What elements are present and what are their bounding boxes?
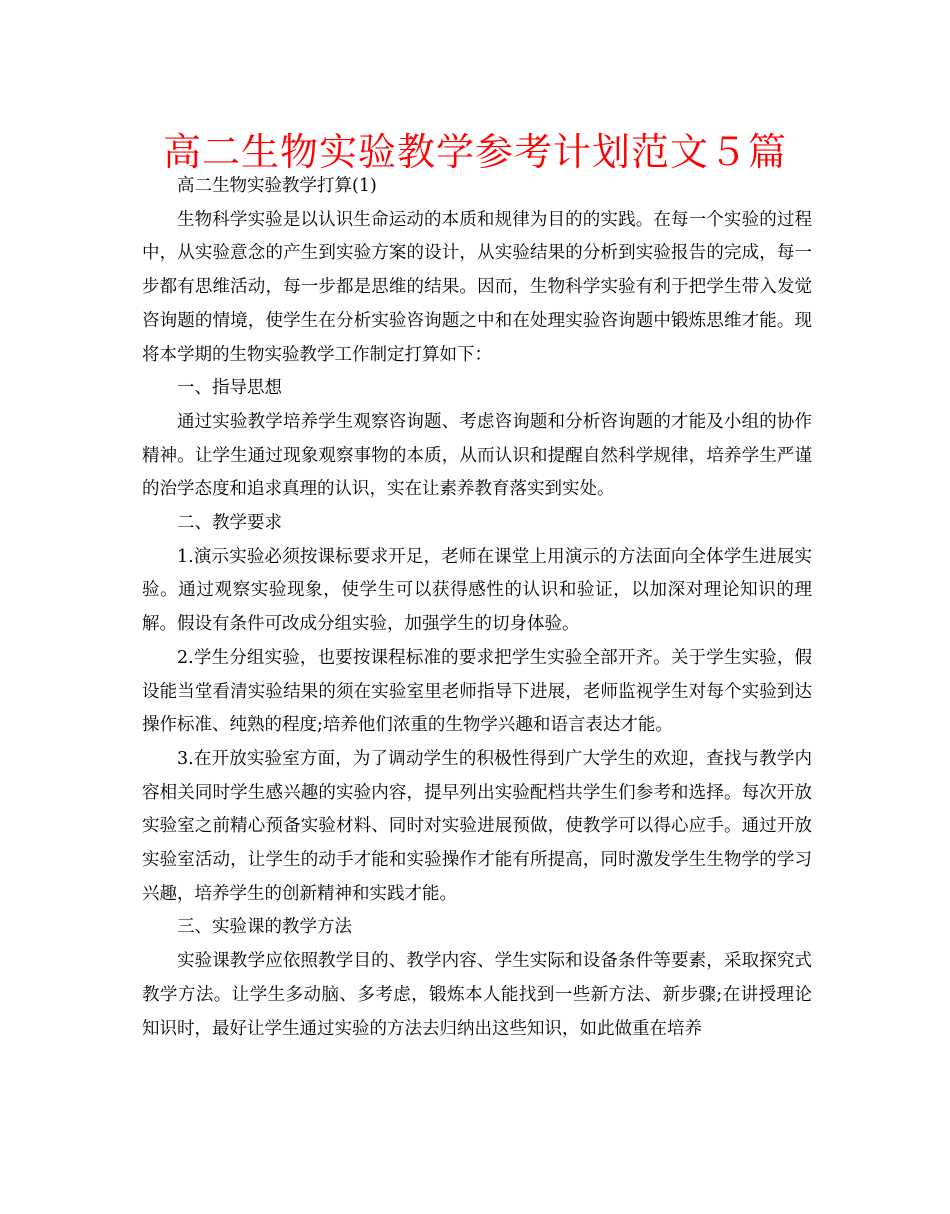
paragraph-requirement-2: 2.学生分组实验，也要按课程标准的要求把学生实验全部开齐。关于学生实验，假设能当堂看清实验结果的须在实验室里老师指导下进展，老师监视学生对每个实验到达操作标准、纯熟的程度;培养他们浓重的生物学兴趣和语言表达才能。 <box>142 647 812 736</box>
paragraph-plan-subtitle: 高二生物实验教学打算(1) <box>177 176 377 196</box>
paragraph-requirement-3: 3.在开放实验室方面，为了调动学生的积极性得到广大学生的欢迎，查找与教学内容相关同时学生感兴趣的实验内容，提早列出实验配档共学生们参考和选择。每次开放实验室之前精心预备实验材料、同时对实验进展预做，使教学可以得心应手。通过开放实验室活动，让学生的动手才能和实验操作才能有所提高，同时激发学生生物学的学习兴趣，培养学生的创新精神和实践才能。 <box>142 748 812 904</box>
section-heading-guiding-idea: 一、指导思想 <box>177 378 282 399</box>
paragraph-requirement-1: 1.演示实验必须按课标要求开足，老师在课堂上用演示的方法面向全体学生进展实验。通过观察实验现象，使学生可以获得感性的认识和验证，以加深对理论知识的理解。假设有条件可改成分组实验，加强学生的切身体验。 <box>142 546 812 635</box>
section-heading-teaching-methods: 三、实验课的教学方法 <box>177 917 352 938</box>
section-heading-teaching-requirements: 二、教学要求 <box>177 513 282 534</box>
document-body <box>142 170 812 1046</box>
paragraph-guiding-idea: 通过实验教学培养学生观察咨询题、考虑咨询题和分析咨询题的才能及小组的协作精神。让学生通过现象观察事物的本质，从而认识和提醒自然科学规律，培养学生严谨的治学态度和追求真理的认识，实在让素养教育落实到实处。 <box>142 411 812 500</box>
document-title: 高二生物实验教学参考计划范文５篇 <box>162 130 787 174</box>
paragraph-intro: 生物科学实验是以认识生命运动的本质和规律为目的的实践。在每一个实验的过程中，从实验意念的产生到实验方案的设计，从实验结果的分析到实验报告的完成，每一步都有思维活动，每一步都是思维的结果。因而，生物科学实验有利于把学生带入发觉咨询题的情境，使学生在分析实验咨询题之中和在处理实验咨询题中锻炼思维才能。现将本学期的生物实验教学工作制定打算如下： <box>142 209 812 365</box>
paragraph-teaching-methods: 实验课教学应依照教学目的、教学内容、学生实际和设备条件等要素，采取探究式教学方法。让学生多动脑、多考虑，锻炼本人能找到一些新方法、新步骤;在讲授理论知识时，最好让学生通过实验的方法去归纳出这些知识，如此做重在培养 <box>142 951 812 1039</box>
